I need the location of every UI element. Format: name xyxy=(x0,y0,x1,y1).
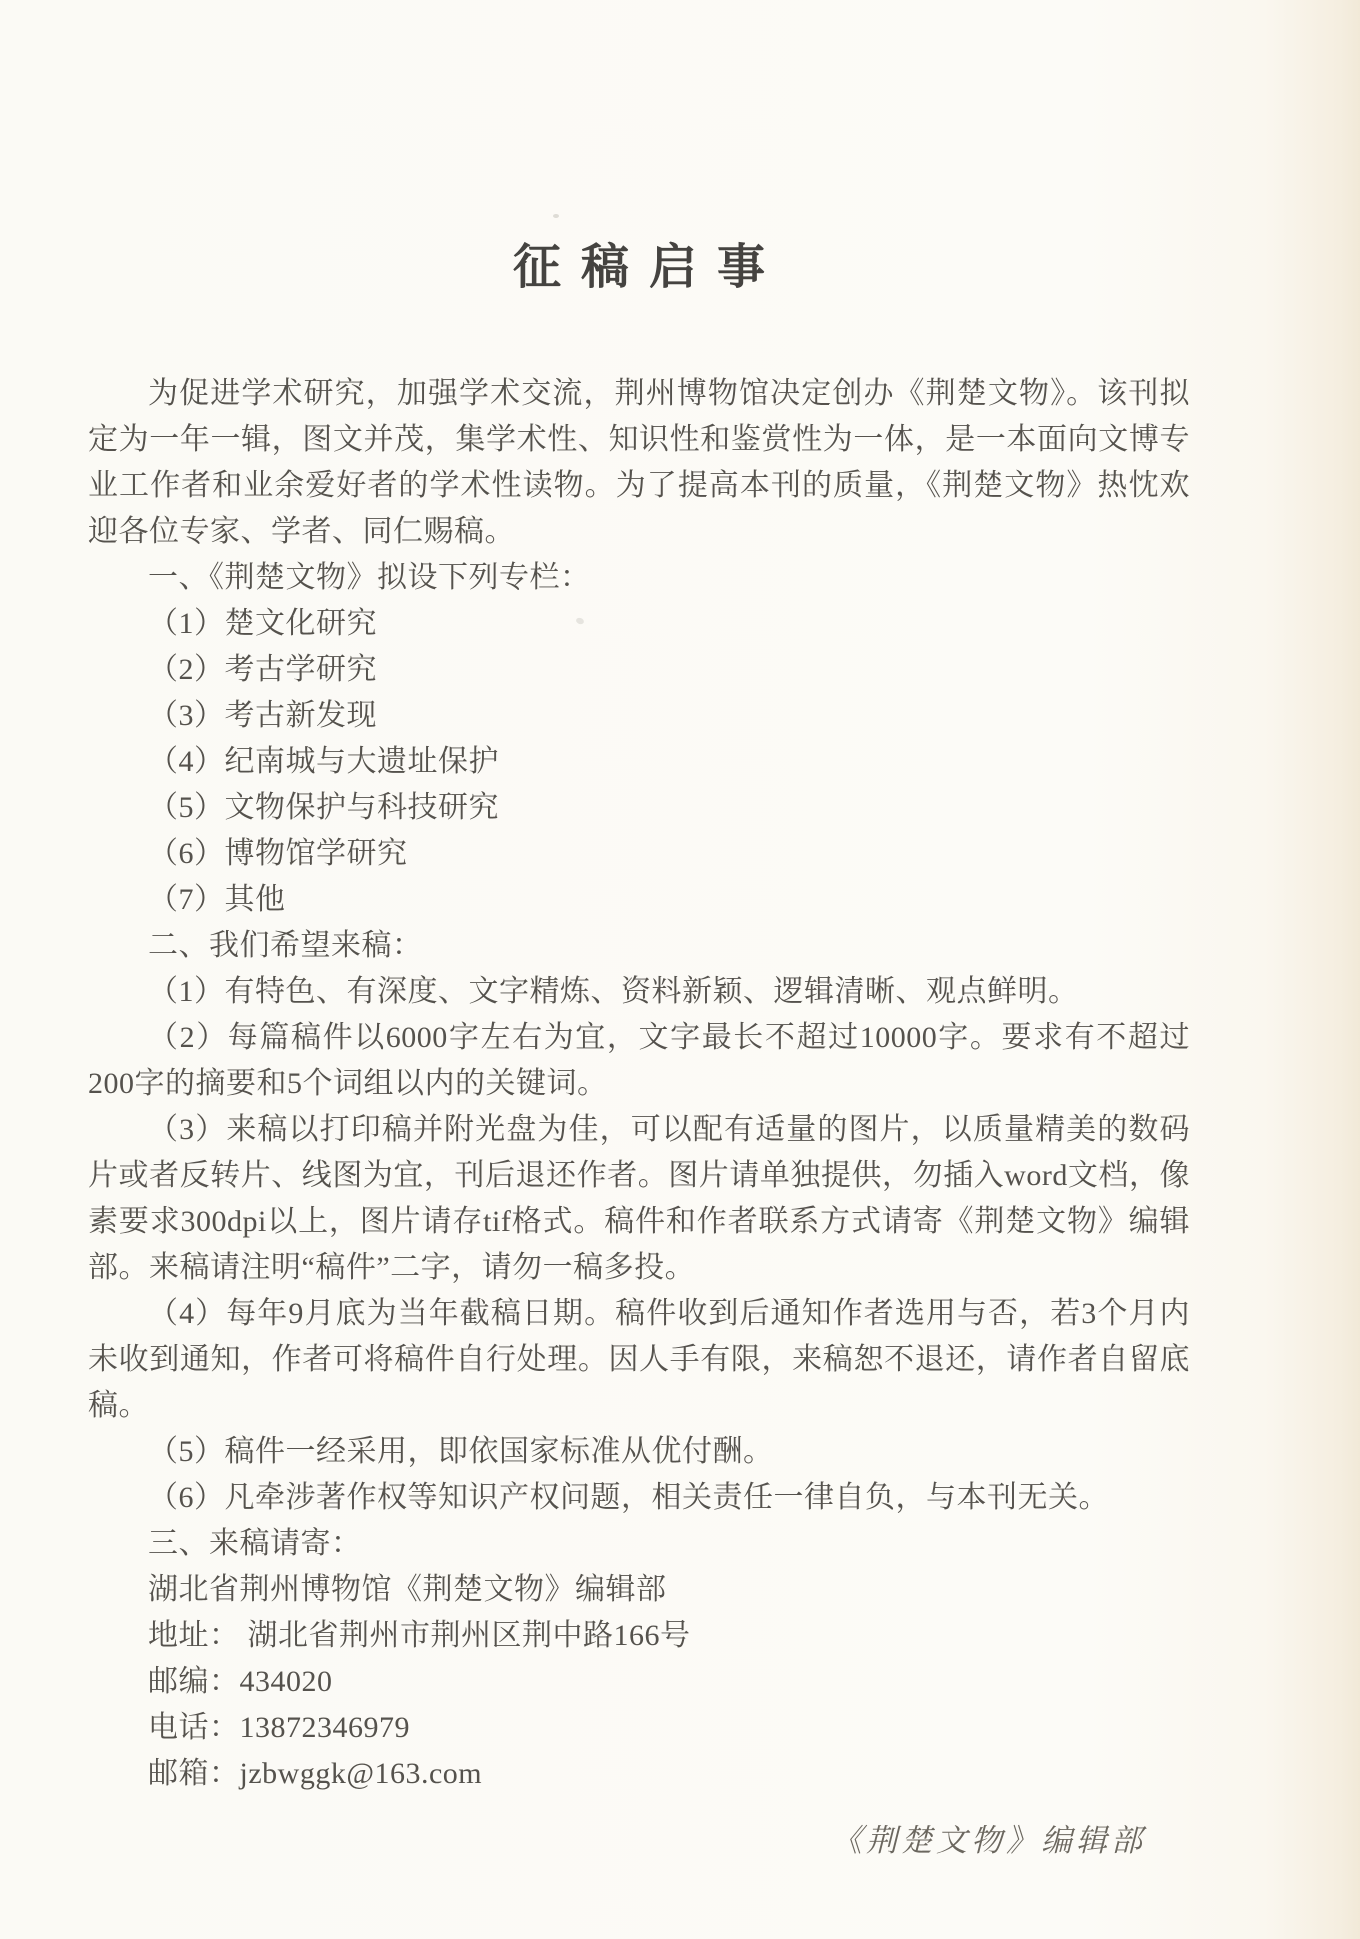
guideline-item-5: （5）稿件一经采用，即依国家标准从优付酬。 xyxy=(148,1435,774,1468)
mailing-recipient: 湖北省荆州博物馆《荆楚文物》编辑部 xyxy=(148,1573,667,1606)
document-body xyxy=(88,371,1190,1797)
guideline-item-4: （4）每年9月底为当年截稿日期。稿件收到后通知作者选用与否，若3个月内未收到通知，作者可将稿件自行处理。因人手有限，来稿恕不退还，请作者自留底稿。 xyxy=(88,1297,1190,1422)
column-item-5: （5）文物保护与科技研究 xyxy=(148,791,499,824)
guideline-item-1: （1）有特色、有深度、文字精炼、资料新颖、逻辑清晰、观点鲜明。 xyxy=(148,975,1079,1008)
section-one-heading: 一、《荆楚文物》拟设下列专栏： xyxy=(148,561,591,594)
column-item-3: （3）考古新发现 xyxy=(148,699,377,732)
intro-paragraph: 为促进学术研究，加强学术交流，荆州博物馆决定创办《荆楚文物》。该刊拟定为一年一辑，图文并茂，集学术性、知识性和鉴赏性为一体，是一本面向文博专业工作者和业余爱好者的学术性读物。为了提高本刊的质量，《荆楚文物》热忱欢迎各位专家、学者、同仁赐稿。 xyxy=(88,377,1190,548)
page-title: 征稿启事 xyxy=(512,241,785,294)
document-content xyxy=(88,0,1190,1860)
section-two-heading: 二、我们希望来稿： xyxy=(148,929,423,962)
signature: 《荆楚文物》编辑部 xyxy=(831,1823,1146,1858)
guideline-item-6: （6）凡牵涉著作权等知识产权问题，相关责任一律自负，与本刊无关。 xyxy=(148,1481,1109,1514)
mailing-address: 地址： 湖北省荆州市荆州区荆中路166号 xyxy=(148,1619,691,1652)
postal-code: 邮编：434020 xyxy=(148,1665,333,1698)
phone-number: 电话：13872346979 xyxy=(148,1711,410,1744)
column-item-4: （4）纪南城与大遗址保护 xyxy=(148,745,499,778)
column-item-6: （6）博物馆学研究 xyxy=(148,837,408,870)
column-item-7: （7）其他 xyxy=(148,883,286,916)
section-three-heading: 三、来稿请寄： xyxy=(148,1527,362,1560)
guideline-item-2: （2）每篇稿件以6000字左右为宜，文字最长不超过10000字。要求有不超过200字的摘要和5个词组以内的关键词。 xyxy=(88,1021,1190,1100)
column-item-2: （2）考古学研究 xyxy=(148,653,377,686)
email-address: 邮箱：jzbwggk@163.com xyxy=(148,1757,483,1790)
column-item-1: （1）楚文化研究 xyxy=(148,607,377,640)
guideline-item-3: （3）来稿以打印稿并附光盘为佳，可以配有适量的图片，以质量精美的数码片或者反转片、线图为宜，刊后退还作者。图片请单独提供，勿插入word文档，像素要求300dpi以上，图片请存tif格式。稿件和作者联系方式请寄《荆楚文物》编辑部。来稿请注明“稿件”二字，请勿一稿多投。 xyxy=(88,1113,1190,1284)
